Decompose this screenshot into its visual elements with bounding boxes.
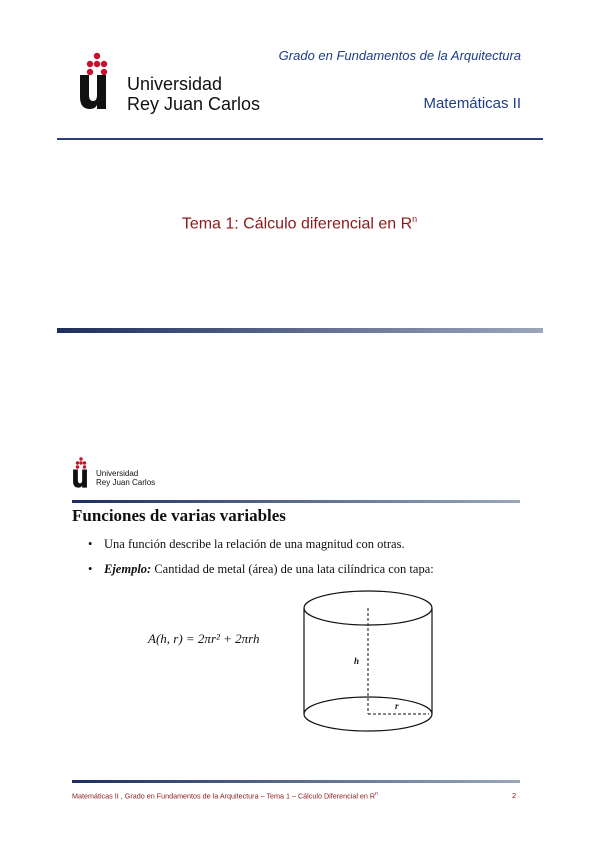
university-name [127, 74, 260, 114]
example-text: Cantidad de metal (área) de una lata cilíndrica con tapa: [151, 562, 434, 576]
topic-title-sup: n [412, 214, 418, 224]
topic-title-text: Tema 1: Cálculo diferencial en R [181, 215, 413, 233]
program-name: Grado en Fundamentos de la Arquitectura [278, 48, 521, 63]
subject-name: Matemáticas II [423, 95, 521, 112]
slide-university-line2: Rey Juan Carlos [96, 478, 156, 487]
slide-university-line1: Universidad [96, 469, 139, 478]
bullet-text: Una función describe la relación de una magnitud con otras. [104, 537, 405, 551]
slide-title: Funciones de varias variables [72, 506, 286, 525]
footer-text: Matemáticas II , Grado en Fundamentos de la Arquitectura – Tema 1 – Cálculo Diferencial en R [72, 791, 376, 801]
topic-title [0, 214, 599, 233]
example-label: Ejemplo: [104, 562, 152, 576]
height-label: h [354, 656, 360, 666]
cylinder-figure [298, 588, 438, 744]
cover-bottom-divider [57, 328, 543, 333]
page-number: 2 [512, 791, 517, 800]
slide-footer-divider [72, 780, 520, 783]
university-line2: Rey Juan Carlos [127, 94, 261, 114]
urjc-logo-icon [78, 73, 108, 109]
slide-footer [72, 791, 378, 800]
radius-label: r [395, 701, 399, 711]
area-formula: A(h, r) = 2πr² + 2πrh [148, 631, 260, 646]
bullet-dot-icon: • [88, 562, 93, 576]
slide-header-divider [72, 500, 520, 503]
footer-sup: n [375, 791, 378, 797]
bullet-item [88, 537, 405, 552]
bullet-item [88, 562, 434, 577]
university-line1: Universidad [127, 74, 223, 94]
slide-university-name [96, 469, 155, 487]
small-urjc-logo-icon [72, 468, 88, 488]
header-divider [57, 138, 543, 140]
bullet-dot-icon: • [88, 537, 93, 551]
